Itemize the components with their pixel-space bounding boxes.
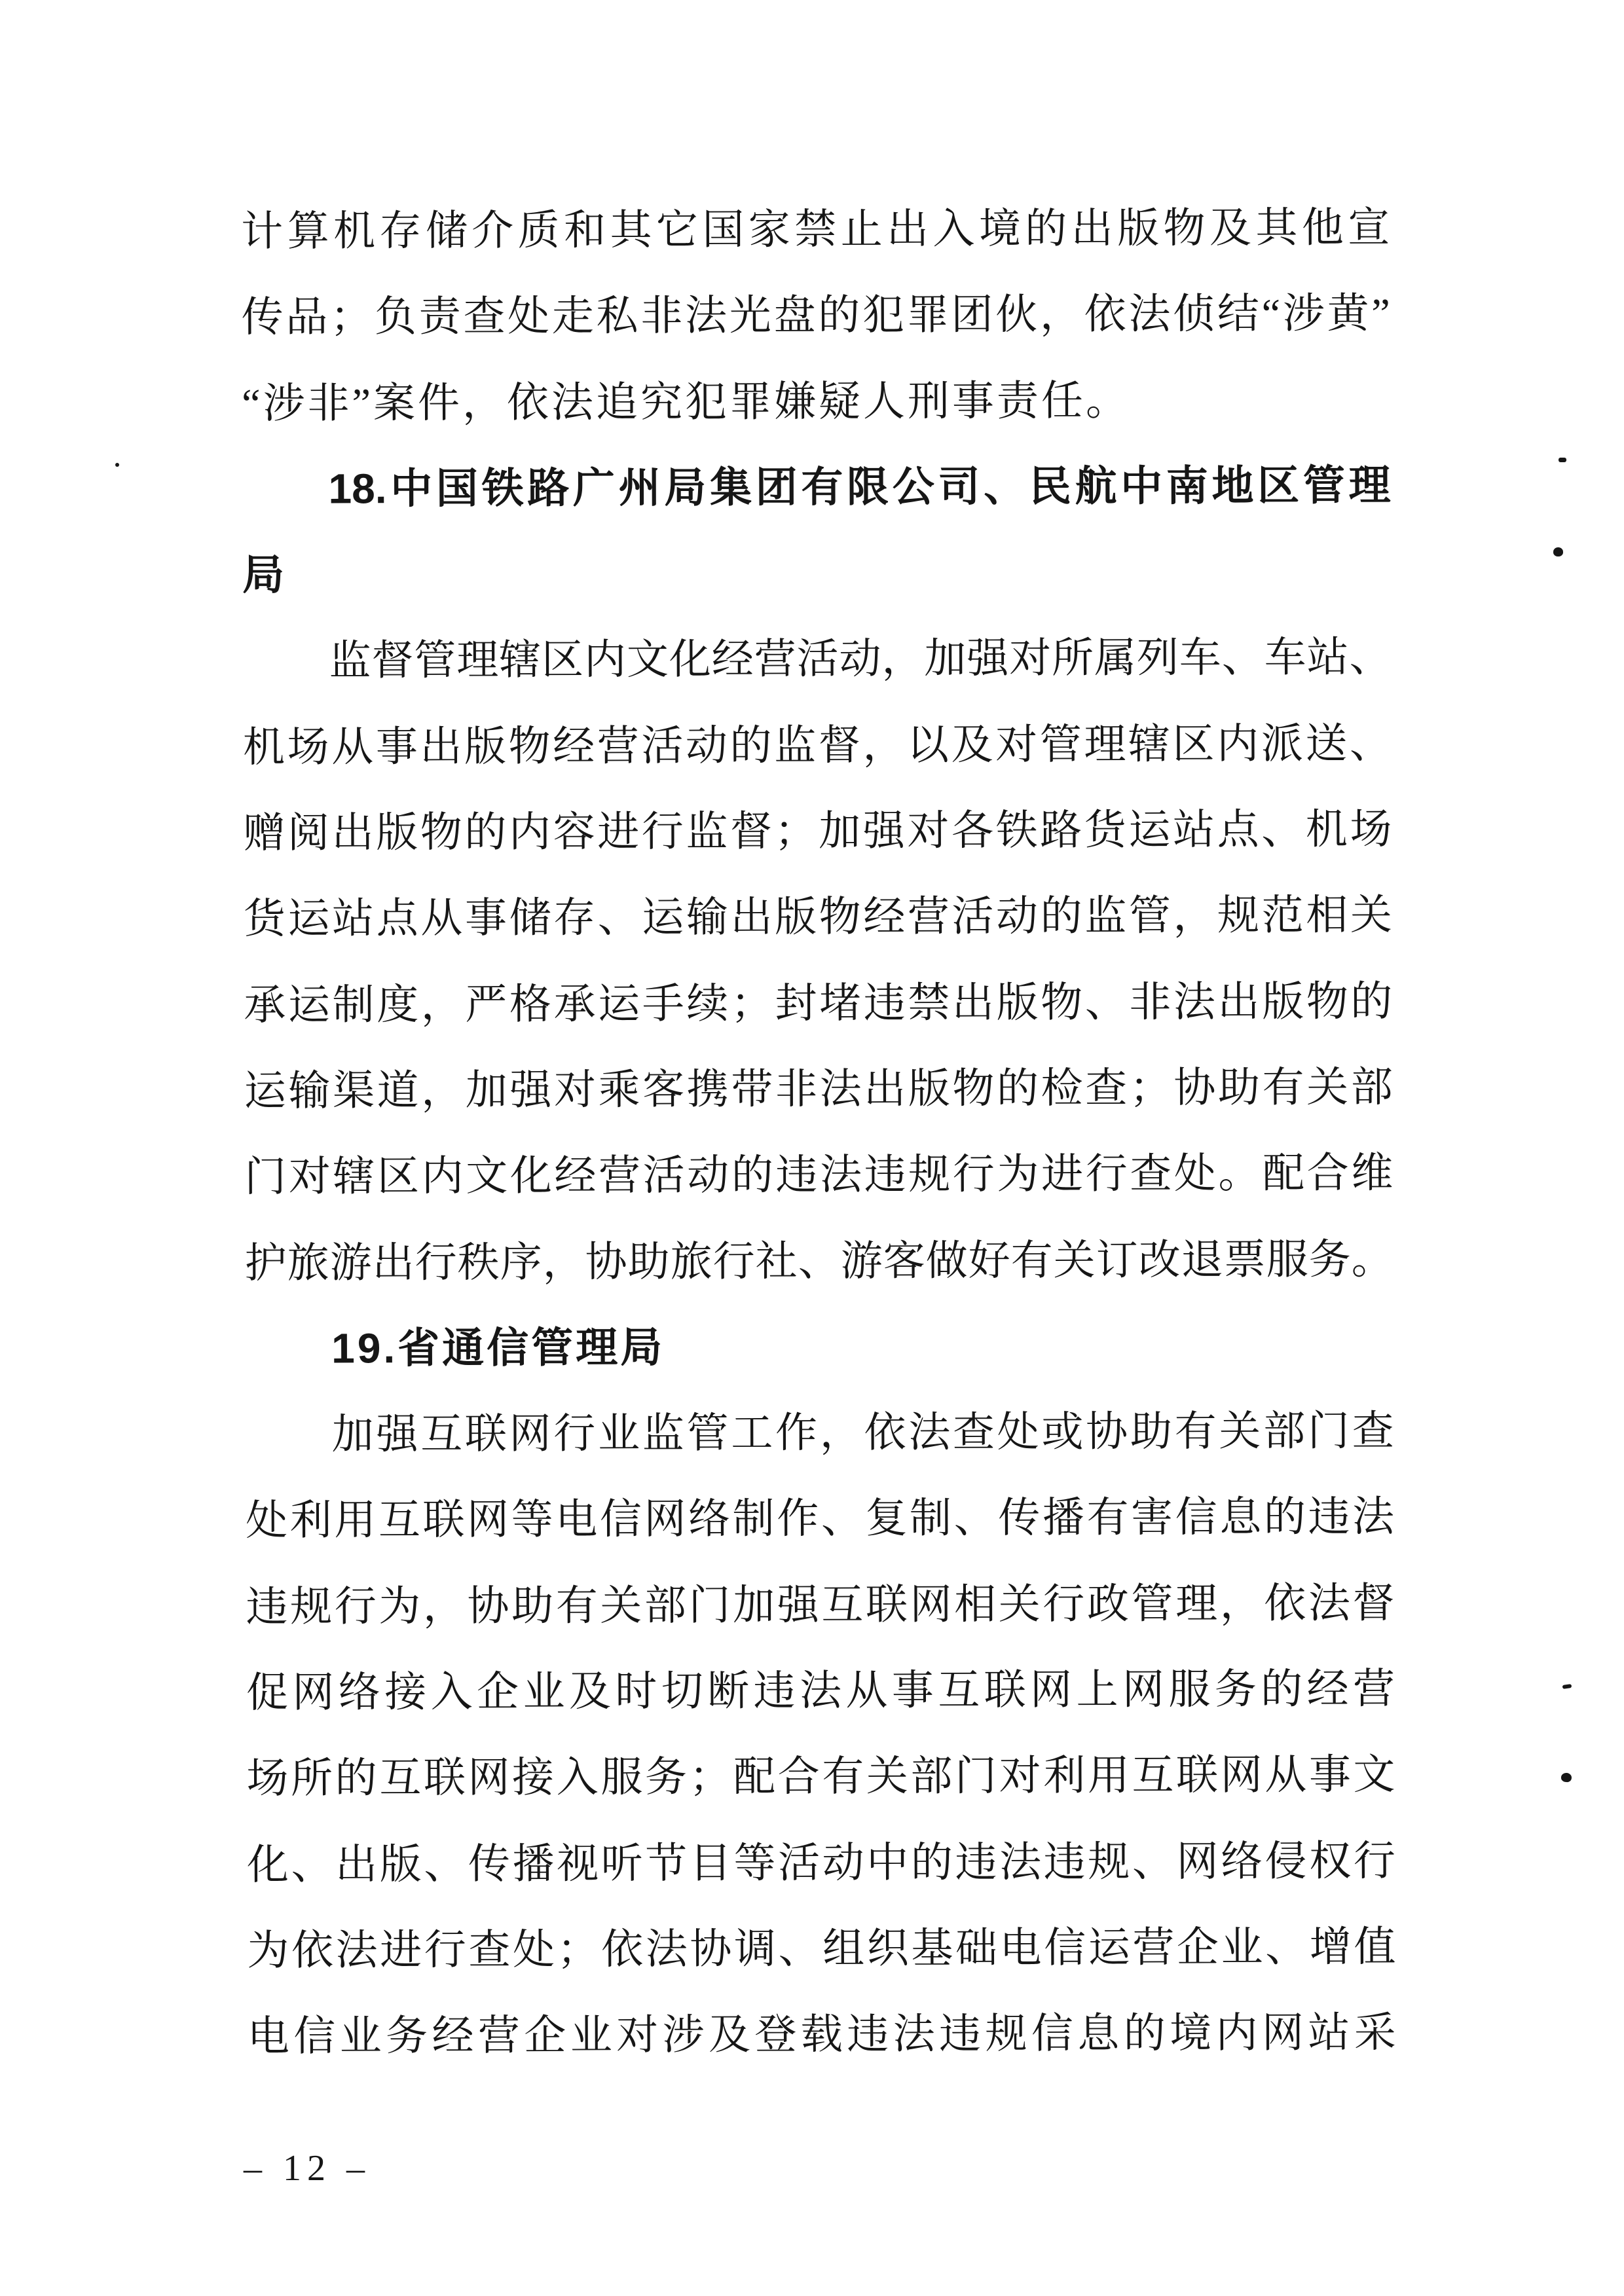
scan-speck	[1560, 1772, 1572, 1783]
text-line: 机场从事出版物经营活动的监督，以及对管理辖区内派送、	[242, 720, 1392, 771]
text-line: 运输渠道，加强对乘客携带非法出版物的检查；协助有关部	[244, 1063, 1393, 1114]
scan-speck	[1562, 1684, 1572, 1689]
scan-speck	[115, 463, 119, 467]
text-line: 加强互联网行业监管工作，依法查处或协助有关部门查	[331, 1408, 1394, 1458]
heading-line: 19.省通信管理局	[331, 1323, 665, 1372]
text-line: 为依法进行查处；依法协调、组织基础电信运营企业、增值	[247, 1923, 1396, 1974]
text-line: 承运制度，严格承运手续；封堵违禁出版物、非法出版物的	[244, 977, 1393, 1029]
text-line: 计算机存储介质和其它国家禁止出入境的出版物及其他宣	[241, 204, 1390, 255]
text-line: 赠阅出版物的内容进行监督；加强对各铁路货运站点、机场	[243, 805, 1392, 857]
text-line: 化、出版、传播视听节目等活动中的违法违规、网络侵权行	[246, 1837, 1396, 1888]
page-number: – 12 –	[244, 2148, 371, 2189]
text-line: “涉非”案件，依法追究犯罪嫌疑人刑事责任。	[242, 376, 1131, 427]
document-text	[241, 185, 1396, 2080]
text-line: 护旅游出行秩序，协助旅行社、游客做好有关订改退票服务。	[244, 1235, 1393, 1286]
text-line: 电信业务经营企业对涉及登载违法违规信息的境内网站采	[247, 2009, 1396, 2060]
scan-speck	[1559, 458, 1566, 462]
text-line: 货运站点从事储存、运输出版物经营活动的监管，规范相关	[243, 892, 1393, 943]
text-line: 违规行为，协助有关部门加强互联网相关行政管理，依法督	[246, 1579, 1395, 1630]
text-line: 监督管理辖区内文化经营活动，加强对所属列车、车站、	[329, 634, 1392, 685]
text-line: 传品；负责查处走私非法光盘的犯罪团伙，依法侦结“涉黄”	[241, 290, 1390, 341]
text-line: 处利用互联网等电信网络制作、复制、传播有害信息的违法	[245, 1493, 1395, 1544]
heading-line: 18.中国铁路广州局集团有限公司、民航中南地区管理	[328, 461, 1391, 513]
scan-speck	[1553, 547, 1563, 556]
text-line: 场所的互联网接入服务；配合有关部门对利用互联网从事文	[246, 1751, 1395, 1802]
text-line: 门对辖区内文化经营活动的违法违规行为进行查处。配合维	[244, 1150, 1393, 1201]
heading-line: 局	[242, 551, 287, 599]
text-line: 促网络接入企业及时切断违法从事互联网上网服务的经营	[246, 1665, 1395, 1717]
